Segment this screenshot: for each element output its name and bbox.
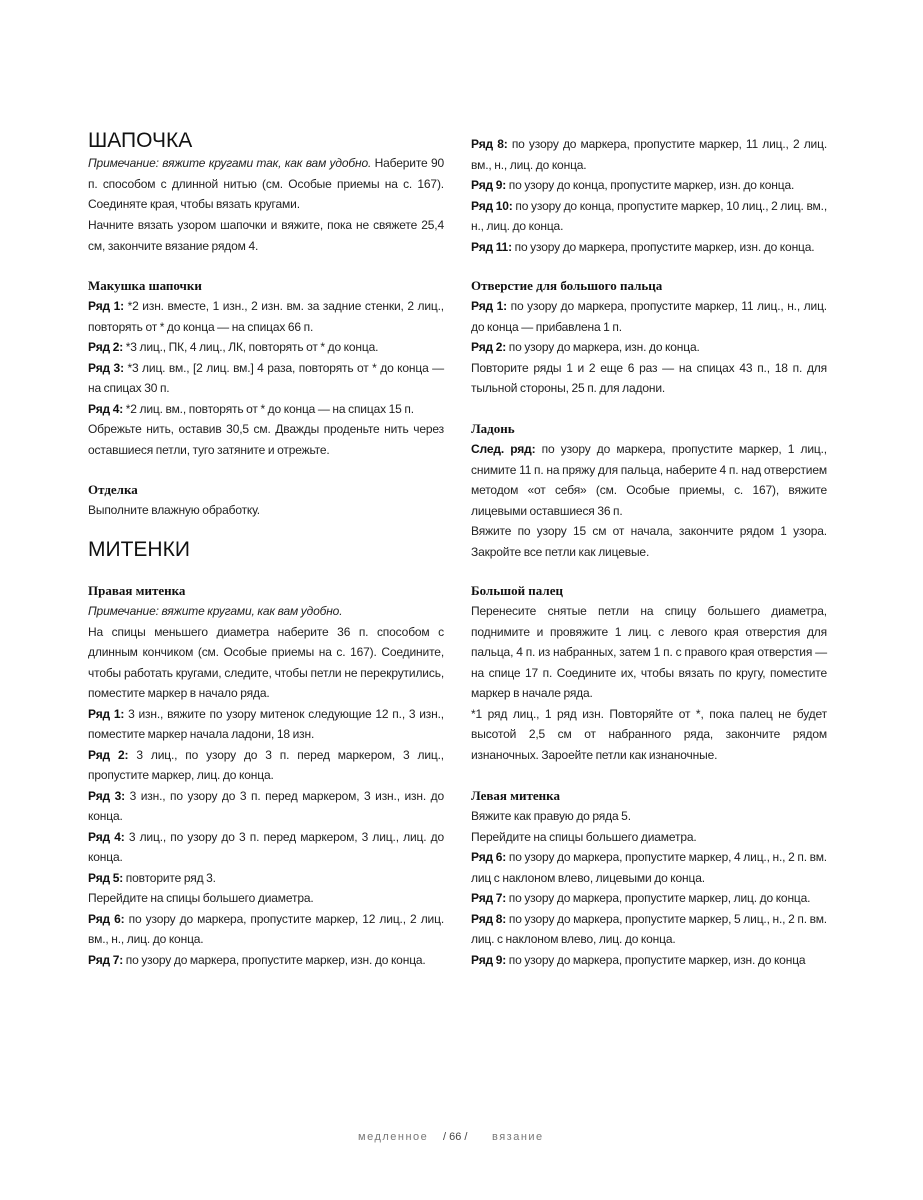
crown-row-4 bbox=[88, 399, 444, 420]
row-label: След. ряд: bbox=[471, 442, 536, 456]
row-label: Ряд 5: bbox=[88, 870, 124, 885]
row-text: 3 изн., по узору до 3 п. перед маркером, 3 изн., изн. до конца. bbox=[88, 788, 445, 823]
hat-text: Начните вязать узором шапочки и вяжите, пока не свяжете 25,4 см, закончите вязание рядом 4. bbox=[88, 218, 444, 253]
row-label: Ряд 1: bbox=[88, 706, 125, 721]
row-text: 3 лиц., по узору до 3 п. перед маркером, 3 лиц., лиц. до конца. bbox=[88, 829, 444, 864]
crown-text: Обрежьте нить, оставив 30,5 см. Дважды проденьте нить через оставшиеся петли, туго затяните и отрежьте. bbox=[88, 422, 444, 457]
row-label: Ряд 11: bbox=[471, 239, 512, 254]
left-mitt-text: Вяжите как правую до ряда 5. bbox=[471, 809, 631, 823]
row-text: 3 изн., вяжите по узору митенок следующие 12 п., 3 изн., поместите маркер начала ладони, 18 изн. bbox=[88, 706, 444, 741]
row-label: Ряд 7: bbox=[471, 891, 507, 905]
thumb-body bbox=[471, 601, 827, 765]
mitt-row-10 bbox=[471, 196, 827, 237]
right-mitt-body bbox=[88, 601, 444, 970]
mitt-row-5 bbox=[88, 868, 444, 889]
row-text: по узору до конца, пропустите маркер, изн. до конца. bbox=[508, 178, 795, 192]
palm-text: Вяжите по узору 15 см от начала, закончите рядом 1 узора. Закройте все петли как лицевые. bbox=[471, 524, 827, 559]
left-mitt-row-9 bbox=[471, 950, 827, 971]
row-text: по узору до маркера, пропустите маркер, изн. до конца bbox=[508, 952, 806, 967]
palm-body bbox=[471, 439, 827, 562]
mitt-row-6 bbox=[88, 909, 444, 950]
left-mitt-heading: Левая митенка bbox=[471, 788, 560, 803]
row-label: Ряд 3: bbox=[88, 360, 124, 375]
row-text: *2 лиц. вм., повторять от * до конца — на спицах 15 п. bbox=[125, 401, 414, 416]
footer-right-text: вязание bbox=[492, 1131, 544, 1143]
row-text: по узору до маркера, пропустите маркер, 11 лиц., н., лиц. до конца — прибавлена 1 п. bbox=[471, 299, 827, 334]
mitt-note-italic: вяжите кругами, как вам удобно. bbox=[161, 604, 343, 618]
hat-title: ШАПОЧКА bbox=[88, 129, 193, 152]
row-text: *3 лиц. вм., [2 лиц. вм.] 4 раза, повторять от * до конца — на спицах 30 п. bbox=[88, 360, 445, 395]
mitt-row-2 bbox=[88, 745, 444, 786]
row-text: *2 изн. вместе, 1 изн., 2 изн. вм. за задние стенки, 2 лиц., повторять от * до конца — на спицах 66 п. bbox=[88, 299, 444, 334]
hat-note-label: Примечание: bbox=[88, 156, 159, 170]
row-label: Ряд 8: bbox=[471, 137, 508, 151]
row-label: Ряд 4: bbox=[88, 829, 125, 844]
crown-row-list bbox=[88, 296, 444, 460]
mitt-row-4 bbox=[88, 827, 444, 868]
row-label: Ряд 2: bbox=[88, 747, 129, 762]
palm-heading: Ладонь bbox=[471, 421, 515, 436]
row-text: 3 лиц., по узору до 3 п. перед маркером, 3 лиц., пропустите маркер, лиц. до конца. bbox=[88, 747, 444, 782]
row-text: по узору до конца, пропустите маркер, 10 лиц., 2 лиц. вм., н., лиц. до конца. bbox=[471, 198, 828, 233]
mitt-row-9 bbox=[471, 175, 827, 196]
row-text: по узору до маркера, пропустите маркер, 12 лиц., 2 лиц. вм., н., лиц. до конца. bbox=[88, 911, 445, 946]
mitt-row-3 bbox=[88, 786, 444, 827]
mitt-note-label: Примечание: bbox=[88, 604, 159, 618]
row-label: Ряд 8: bbox=[471, 911, 507, 926]
palm-row bbox=[471, 439, 827, 521]
mitt-switch-needles: Перейдите на спицы большего диаметра. bbox=[88, 891, 314, 905]
gusset-body bbox=[471, 296, 827, 399]
row-label: Ряд 1: bbox=[88, 299, 125, 313]
row-label: Ряд 9: bbox=[471, 952, 507, 967]
mitt-cast-on-text: На спицы меньшего диаметра наберите 36 п. способом с длинным кончиком (см. Особые приемы на с. 167). Соедините, чтобы работать кругами, следите, чтобы петли не перекрутились, поместите маркер в начало ряда. bbox=[88, 624, 444, 700]
thumb-text: Перенесите снятые петли на спицу большего диаметра, поднимите и провяжите 1 лиц. с левого края отверстия для пальца, 4 п. из набранных, затем 1 п. с правого края отверстия — на спице 17 п. Соедините их, чтобы вязать по кругу, поместите маркер в начале ряда. bbox=[471, 604, 827, 700]
row-text: по узору до маркера, изн. до конца. bbox=[508, 340, 700, 354]
mitt-row-11 bbox=[471, 237, 827, 258]
thumb-text-2: *1 ряд лиц., 1 ряд изн. Повторяйте от *, пока палец не будет высотой 2,5 см от набранного ряда, закончите рядом изнаночных. Зароейте петли как изнаночные. bbox=[471, 706, 827, 762]
mitt-note bbox=[88, 601, 444, 622]
gusset-row-1 bbox=[471, 296, 827, 337]
crown-row-3 bbox=[88, 358, 444, 399]
row-label: Ряд 3: bbox=[88, 788, 125, 803]
mitt-row-8 bbox=[471, 134, 827, 175]
crown-row-2 bbox=[88, 337, 444, 358]
hat-note-text: Наберите 90 п. способом с длинной нитью (см. Особые приемы на с. 167). Соединяте края, чтобы вязать кругами. bbox=[88, 156, 445, 211]
row-label: Ряд 4: bbox=[88, 401, 124, 416]
hat-note-italic: вяжите кругами так, как вам удобно. bbox=[162, 156, 372, 170]
gusset-text: Повторите ряды 1 и 2 еще 6 раз — на спицах 43 п., 18 п. для тыльной стороны, 25 п. для ладони. bbox=[471, 360, 827, 395]
row-text: по узору до маркера, пропустите маркер, изн. до конца. bbox=[125, 952, 426, 967]
row-text: по узору до маркера, пропустите маркер, 5 лиц., н., 2 п. вм. лиц. с наклоном влево, лиц. до конца. bbox=[471, 911, 827, 946]
row-label: Ряд 2: bbox=[88, 340, 124, 354]
row-text: по узору до маркера, пропустите маркер, изн. до конца. bbox=[514, 239, 815, 254]
left-mitt-row-8 bbox=[471, 909, 827, 950]
left-mitt-body bbox=[471, 806, 827, 970]
crown-heading: Макушка шапочки bbox=[88, 278, 202, 293]
row-text: по узору до маркера, пропустите маркер, лиц. до конца. bbox=[508, 891, 811, 905]
right-mitt-rows-continued bbox=[471, 134, 827, 257]
hat-note bbox=[88, 153, 444, 215]
left-mitt-row-6 bbox=[471, 847, 827, 888]
left-mitt-row-7 bbox=[471, 888, 827, 909]
row-text: *3 лиц., ПК, 4 лиц., ЛК, повторять от * до конца. bbox=[125, 340, 379, 354]
right-mitt-heading: Правая митенка bbox=[88, 583, 186, 598]
row-text: повторите ряд 3. bbox=[125, 870, 216, 885]
gusset-row-2 bbox=[471, 337, 827, 358]
row-label: Ряд 9: bbox=[471, 178, 507, 192]
crown-row-1 bbox=[88, 296, 444, 337]
page-footer bbox=[0, 1129, 923, 1145]
row-label: Ряд 6: bbox=[471, 850, 507, 864]
mitt-row-7 bbox=[88, 950, 444, 971]
mitts-title: МИТЕНКИ bbox=[88, 538, 190, 561]
gusset-heading: Отверстие для большого пальца bbox=[471, 278, 663, 293]
row-label: Ряд 7: bbox=[88, 952, 124, 967]
row-label: Ряд 2: bbox=[471, 340, 507, 354]
row-label: Ряд 6: bbox=[88, 911, 125, 926]
mitt-row-1 bbox=[88, 704, 444, 745]
finish-heading: Отделка bbox=[88, 482, 138, 497]
row-label: Ряд 10: bbox=[471, 198, 513, 213]
page-number: / 66 / bbox=[443, 1131, 468, 1143]
row-text: по узору до маркера, пропустите маркер, 11 лиц., 2 лиц. вм., н., лиц. до конца. bbox=[471, 137, 828, 172]
row-label: Ряд 1: bbox=[471, 299, 508, 313]
footer-left-text: медленное bbox=[358, 1131, 429, 1143]
left-mitt-switch-needles: Перейдите на спицы большего диаметра. bbox=[471, 829, 697, 844]
thumb-heading: Большой палец bbox=[471, 583, 563, 598]
row-text: по узору до маркера, пропустите маркер, 4 лиц., н., 2 п. вм. лиц с наклоном влево, лицевыми до конца. bbox=[471, 850, 827, 885]
finish-text: Выполните влажную обработку. bbox=[88, 503, 260, 517]
row-text: по узору до маркера, пропустите маркер, 1 лиц., снимите 11 п. на пряжу для пальца, наберите 4 п. над отверстием методом «от себя» (см. Особые приемы, с. 167), вяжите лицевыми оставшиеся 36 п. bbox=[471, 442, 827, 518]
